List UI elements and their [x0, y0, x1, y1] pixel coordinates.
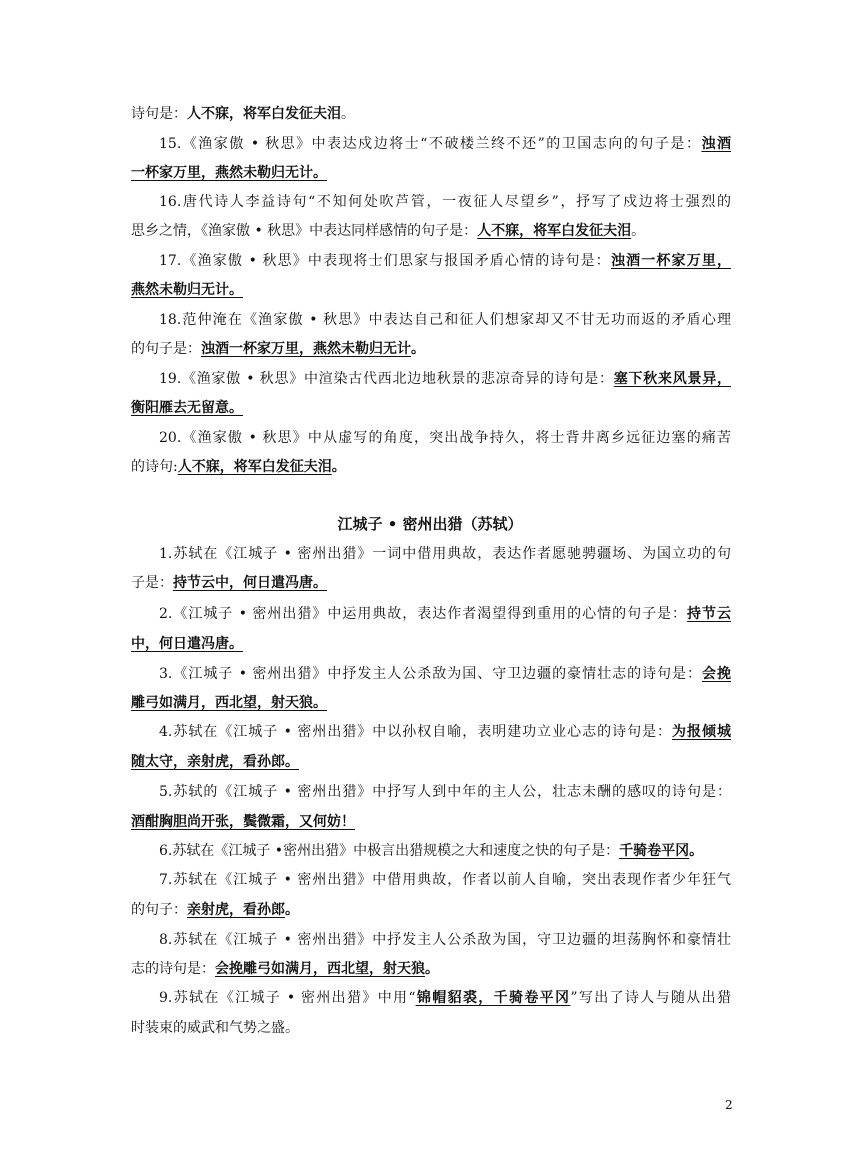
question-text: 志的诗句是：: [131, 961, 215, 977]
answer-text: 浊酒一杯家万里，: [610, 253, 732, 269]
question-20-line-1: [159, 428, 731, 448]
answer-text: 持节云中，何日遣冯唐。: [173, 575, 327, 591]
answer-text: 为报倾城: [672, 724, 732, 740]
answer-text: 千骑卷平冈: [619, 843, 690, 859]
question-text: 时装束的威武和气势之盛。: [131, 1020, 299, 1036]
answer-text: 浊酒: [701, 136, 731, 152]
question-text: 3.《江城子 • 密州出猎》中抒发主人公杀敌为国、守卫边疆的豪情壮志的诗句是：: [159, 666, 703, 682]
page-number: 2: [725, 1098, 733, 1112]
answer-text: 燕然未勒归无计。: [131, 282, 243, 298]
question-19-line-2: [131, 398, 731, 418]
question-text: 的句子：: [131, 902, 187, 918]
answer-text: 人不寐，将军白发征夫泪: [187, 106, 341, 122]
question-4-line-2: [131, 752, 731, 772]
question-7-line-2: [131, 900, 731, 920]
question-18-line-2: [131, 339, 731, 359]
answer-text: 随太守，亲射虎，看孙郎。: [131, 754, 299, 770]
text: 。: [341, 106, 355, 122]
question-17-line-2: [131, 280, 731, 300]
question-5-line-2: [131, 812, 731, 832]
question-text: 15.《渔家傲 • 秋思》中表达戍边将士“不破楼兰终不还”的卫国志向的句子是：: [159, 136, 702, 152]
question-3-line-2: [131, 693, 731, 713]
text: 诗句是：: [131, 106, 187, 122]
answer-text: 会挽: [702, 666, 732, 682]
question-17-line-1: [159, 251, 731, 271]
question-19-line-1: [159, 369, 731, 389]
question-text: 的句子是：: [131, 341, 201, 357]
question-8-line-1: [159, 930, 731, 950]
text: 。: [631, 223, 646, 239]
question-15-line-1: [159, 134, 731, 154]
question-20-line-2: [131, 457, 731, 477]
answer-text: 亲射虎，看孙郎: [187, 902, 285, 918]
question-7-line-1: [159, 870, 731, 890]
question-9-line-1: [159, 988, 731, 1008]
answer-text: 锦帽貂裘，千骑卷平冈: [415, 990, 571, 1006]
question-1-line-1: [159, 544, 731, 564]
text: 。: [331, 459, 346, 475]
answer-text: 持节云: [687, 606, 732, 622]
question-2-line-1: [159, 604, 731, 624]
question-text: 1.苏轼在《江城子 • 密州出猎》一词中借用典故，表达作者愿驰骋疆场、为国立功的句: [159, 546, 731, 562]
answer-text: 人不寐，将军白发征夫泪: [477, 223, 632, 239]
question-8-line-2: [131, 959, 731, 979]
question-text: 4.苏轼在《江城子 • 密州出猎》中以孙权自喻，表明建功立业心志的诗句是：: [159, 724, 673, 740]
question-text: 子是：: [131, 575, 173, 591]
answer-text: 浊酒一杯家万里，燕然未勒归无计: [201, 341, 411, 357]
question-16-line-2: [131, 221, 731, 241]
text: 。: [689, 843, 704, 859]
answer-text: 衡阳雁去无留意。: [131, 400, 243, 416]
text: 。: [285, 902, 299, 918]
question-text: 2.《江城子 • 密州出猎》中运用典故，表达作者渴望得到重用的心情的句子是：: [159, 606, 688, 622]
question-text: 16.唐代诗人李益诗句“不知何处吹芦管，一夜征人尽望乡”，抒写了戍边将士强烈的: [159, 194, 731, 210]
question-text: 18.范仲淹在《渔家傲 • 秋思》中表达自己和征人们想家却又不甘无功而返的矛盾心理: [159, 312, 731, 328]
section-title: 江城子 • 密州出猎（苏轼）: [337, 515, 523, 533]
answer-text: 酒酣胸胆尚开张，鬓微霜，又何妨！: [131, 814, 355, 830]
paragraph-line: [131, 104, 731, 124]
answer-text: 人不寐，将军白发征夫泪: [177, 459, 332, 475]
answer-text: 雕弓如满月，西北望，射天狼。: [131, 695, 327, 711]
question-text: 思乡之情，《渔家傲 • 秋思》中表达同样感情的句子是：: [131, 223, 478, 239]
question-6-line-1: [159, 841, 731, 861]
question-16-line-1: [159, 192, 731, 212]
question-3-line-1: [159, 664, 731, 684]
question-18-line-1: [159, 310, 731, 330]
question-text: 19.《渔家傲 • 秋思》中渲染古代西北边地秋景的悲凉奇异的诗句是：: [159, 371, 614, 387]
question-text: ”写出了诗人与随从出猎: [570, 990, 731, 1006]
question-text: 6.苏轼在《江城子 •密州出猎》中极言出猎规模之大和速度之快的句子是：: [159, 843, 620, 859]
question-1-line-2: [131, 573, 731, 593]
answer-text: 一杯家万里，燕然未勒归无计。: [131, 165, 327, 181]
question-4-line-1: [159, 722, 731, 742]
question-text: 20.《渔家傲 • 秋思》中从虚写的角度，突出战争持久，将士背井离乡远征边塞的痛苦: [159, 430, 731, 446]
question-text: 5.苏轼的《江城子 • 密州出猎》中抒写人到中年的主人公，壮志未酬的感叹的诗句是：: [159, 784, 731, 800]
question-15-line-2: [131, 163, 731, 183]
text: 。: [411, 341, 425, 357]
text: 。: [425, 961, 439, 977]
answer-text: 会挽雕弓如满月，西北望，射天狼: [215, 961, 425, 977]
question-text: 17.《渔家傲 • 秋思》中表现将士们思家与报国矛盾心情的诗句是：: [159, 253, 611, 269]
question-5-line-1: [159, 782, 731, 802]
question-text: 8.苏轼在《江城子 • 密州出猎》中抒发主人公杀敌为国，守卫边疆的坦荡胸怀和豪情壮: [159, 932, 731, 948]
question-2-line-2: [131, 634, 731, 654]
question-text: 的诗句:: [131, 459, 178, 475]
answer-text: 塞下秋来风景异，: [613, 371, 732, 387]
question-text: 7.苏轼在《江城子 • 密州出猎》中借用典故，作者以前人自喻，突出表现作者少年狂气: [159, 872, 731, 888]
answer-text: 中，何日遣冯唐。: [131, 636, 243, 652]
question-text: 9.苏轼在《江城子 • 密州出猎》中用“: [159, 990, 416, 1006]
question-9-line-2: [131, 1018, 731, 1038]
